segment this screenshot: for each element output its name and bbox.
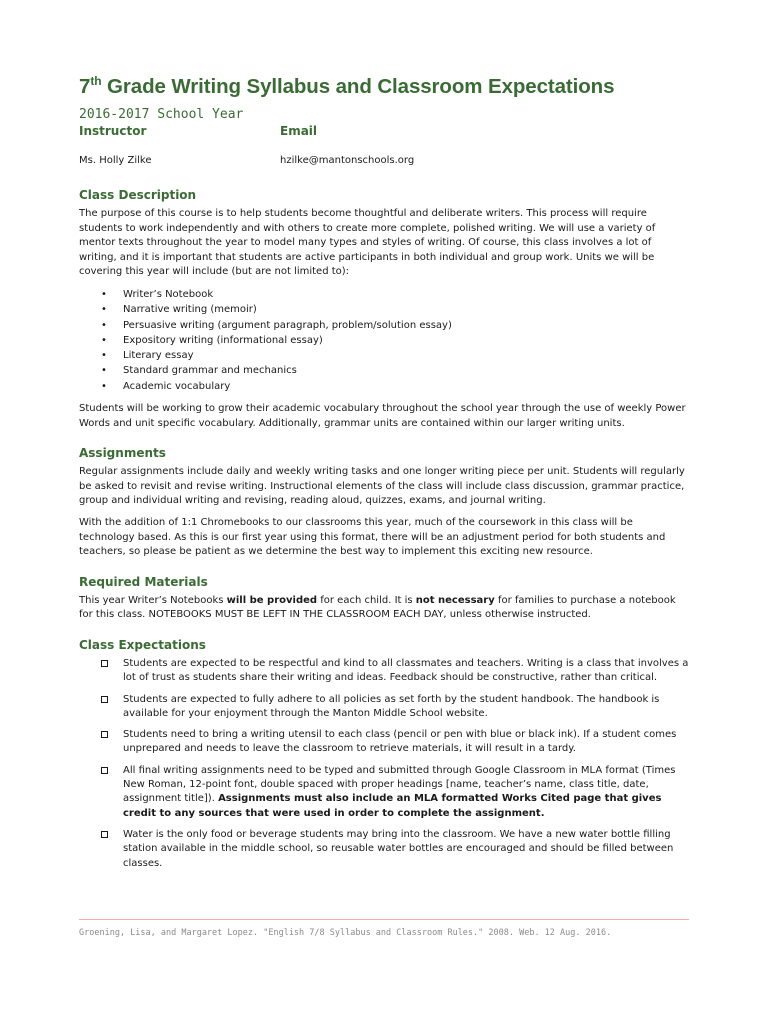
instructor-name: Ms. Holly Zilke: [79, 155, 152, 166]
required-materials-paragraph: This year Writer’s Notebooks will be provided for each child. It is not necessary for families to purchase a notebook for this class. NOTEBOOKS MUST BE LEFT IN THE CLASSROOM EACH DAY, unless otherwise instructed.: [79, 594, 676, 621]
assignments-paragraph-1: Regular assignments include daily and weekly writing tasks and one longer writing piece per unit. Students will regularly be asked to revisit and revise writing. Instructional elements of the class will include class discussion, grammar practice, group and individual writing and revising, reading aloud, quizzes, exams, and journal writing.: [79, 466, 685, 507]
checkbox-icon: [101, 831, 108, 838]
bullet-glyph: •: [101, 365, 107, 377]
bullet-glyph: •: [101, 334, 107, 346]
list-item: Students are expected to fully adhere to all policies as set forth by the student handbook. The handbook is available for your enjoyment through the Manton Middle School website.: [101, 693, 689, 722]
bullet-glyph: •: [101, 288, 107, 300]
list-item: • Standard grammar and mechanics: [101, 363, 689, 378]
footer-divider: [79, 919, 689, 920]
bullet-glyph: •: [101, 350, 107, 362]
list-item: Water is the only food or beverage students may bring into the classroom. We have a new water bottle filling station available in the middle school, so reusable water bottles are encouraged and should be filled between classes.: [101, 828, 689, 871]
contact-values-row: [79, 155, 689, 166]
bullet-glyph: •: [101, 380, 107, 392]
assignments-heading: Assignments: [79, 446, 166, 461]
list-item: • Academic vocabulary: [101, 379, 689, 394]
list-item: • Narrative writing (memoir): [101, 302, 689, 317]
bullet-glyph: •: [101, 319, 107, 331]
school-year-subtitle: 2016-2017 School Year: [79, 107, 244, 122]
email-label: Email: [280, 124, 318, 138]
checkbox-icon: [101, 660, 108, 667]
list-item: • Expository writing (informational essay): [101, 333, 689, 348]
works-cited-emphasis: Assignments must also include an MLA formatted Works Cited page that gives credit to any sources that were used in order to complete the assignment.: [123, 793, 662, 819]
title-grade-suffix: th: [90, 74, 102, 88]
list-item: • Literary essay: [101, 348, 689, 363]
checkbox-icon: [101, 767, 108, 774]
bullet-glyph: •: [101, 304, 107, 316]
required-materials-heading: Required Materials: [79, 574, 208, 589]
class-expectations-heading: Class Expectations: [79, 637, 206, 652]
list-item: Students are expected to be respectful and kind to all classmates and teachers. Writing is a class that involves a lot of trust as students share their writing and ideas. Feedback should be constructive, rather than critical.: [101, 657, 689, 686]
title-rest: Grade Writing Syllabus and Classroom Expectations: [101, 75, 615, 98]
class-description-closing: Students will be working to grow their academic vocabulary throughout the school year through the use of weekly Power Words and unit specific vocabulary. Additionally, grammar units are contained within our larger writing units.: [79, 403, 686, 429]
syllabus-page: [79, 72, 689, 878]
class-description-heading: Class Description: [79, 188, 197, 202]
title-grade-number: 7: [79, 75, 91, 98]
page-title: [79, 72, 689, 102]
list-item: Students need to bring a writing utensil to each class (pencil or pen with blue or black ink). If a student comes unprepared and needs to leave the classroom to retrieve materials, it will result in a tardy.: [101, 728, 689, 757]
expectations-list: [101, 657, 689, 871]
checkbox-icon: [101, 731, 108, 738]
list-item: • Persuasive writing (argument paragraph, problem/solution essay): [101, 318, 689, 333]
emphasis-not-necessary: not necessary: [415, 594, 495, 606]
class-description-intro: The purpose of this course is to help students become thoughtful and deliberate writers. This process will require students to work independently and with others to create more complete, polished writing. We will use a variety of mentor texts throughout the year to model many types and styles of writing. Of course, this class involves a lot of writing, and it is important that students are active participants in both individual and group work. Units we will be covering this year will include (but are not limited to):: [79, 208, 656, 278]
emphasis-provided: will be provided: [226, 594, 318, 606]
contact-labels-row: [79, 124, 689, 138]
checkbox-icon: [101, 696, 108, 703]
footer-citation: Groening, Lisa, and Margaret Lopez. "English 7/8 Syllabus and Classroom Rules." 2008. Web. 12 Aug. 2016.: [79, 928, 612, 938]
list-item: • Writer’s Notebook: [101, 287, 689, 302]
list-item: All final writing assignments need to be typed and submitted through Google Classroom in MLA format (Times New Roman, 12-point font, double spaced with proper headings [name, teacher’s name, class title, date, assignment title]). Assignments must also include an MLA formatted Works Cited page that gives credit to any sources that were used in order to complete the assignment.: [101, 764, 689, 821]
units-list: [101, 287, 689, 394]
instructor-label: Instructor: [79, 124, 147, 138]
assignments-paragraph-2: With the addition of 1:1 Chromebooks to our classrooms this year, much of the coursework in this class will be technology based. As this is our first year using this format, there will be an adjustment period for both students and teachers, so please be patient as we determine the best way to implement this exciting new resource.: [79, 517, 666, 558]
instructor-email-link[interactable]: hzilke@mantonschools.org: [280, 155, 415, 166]
